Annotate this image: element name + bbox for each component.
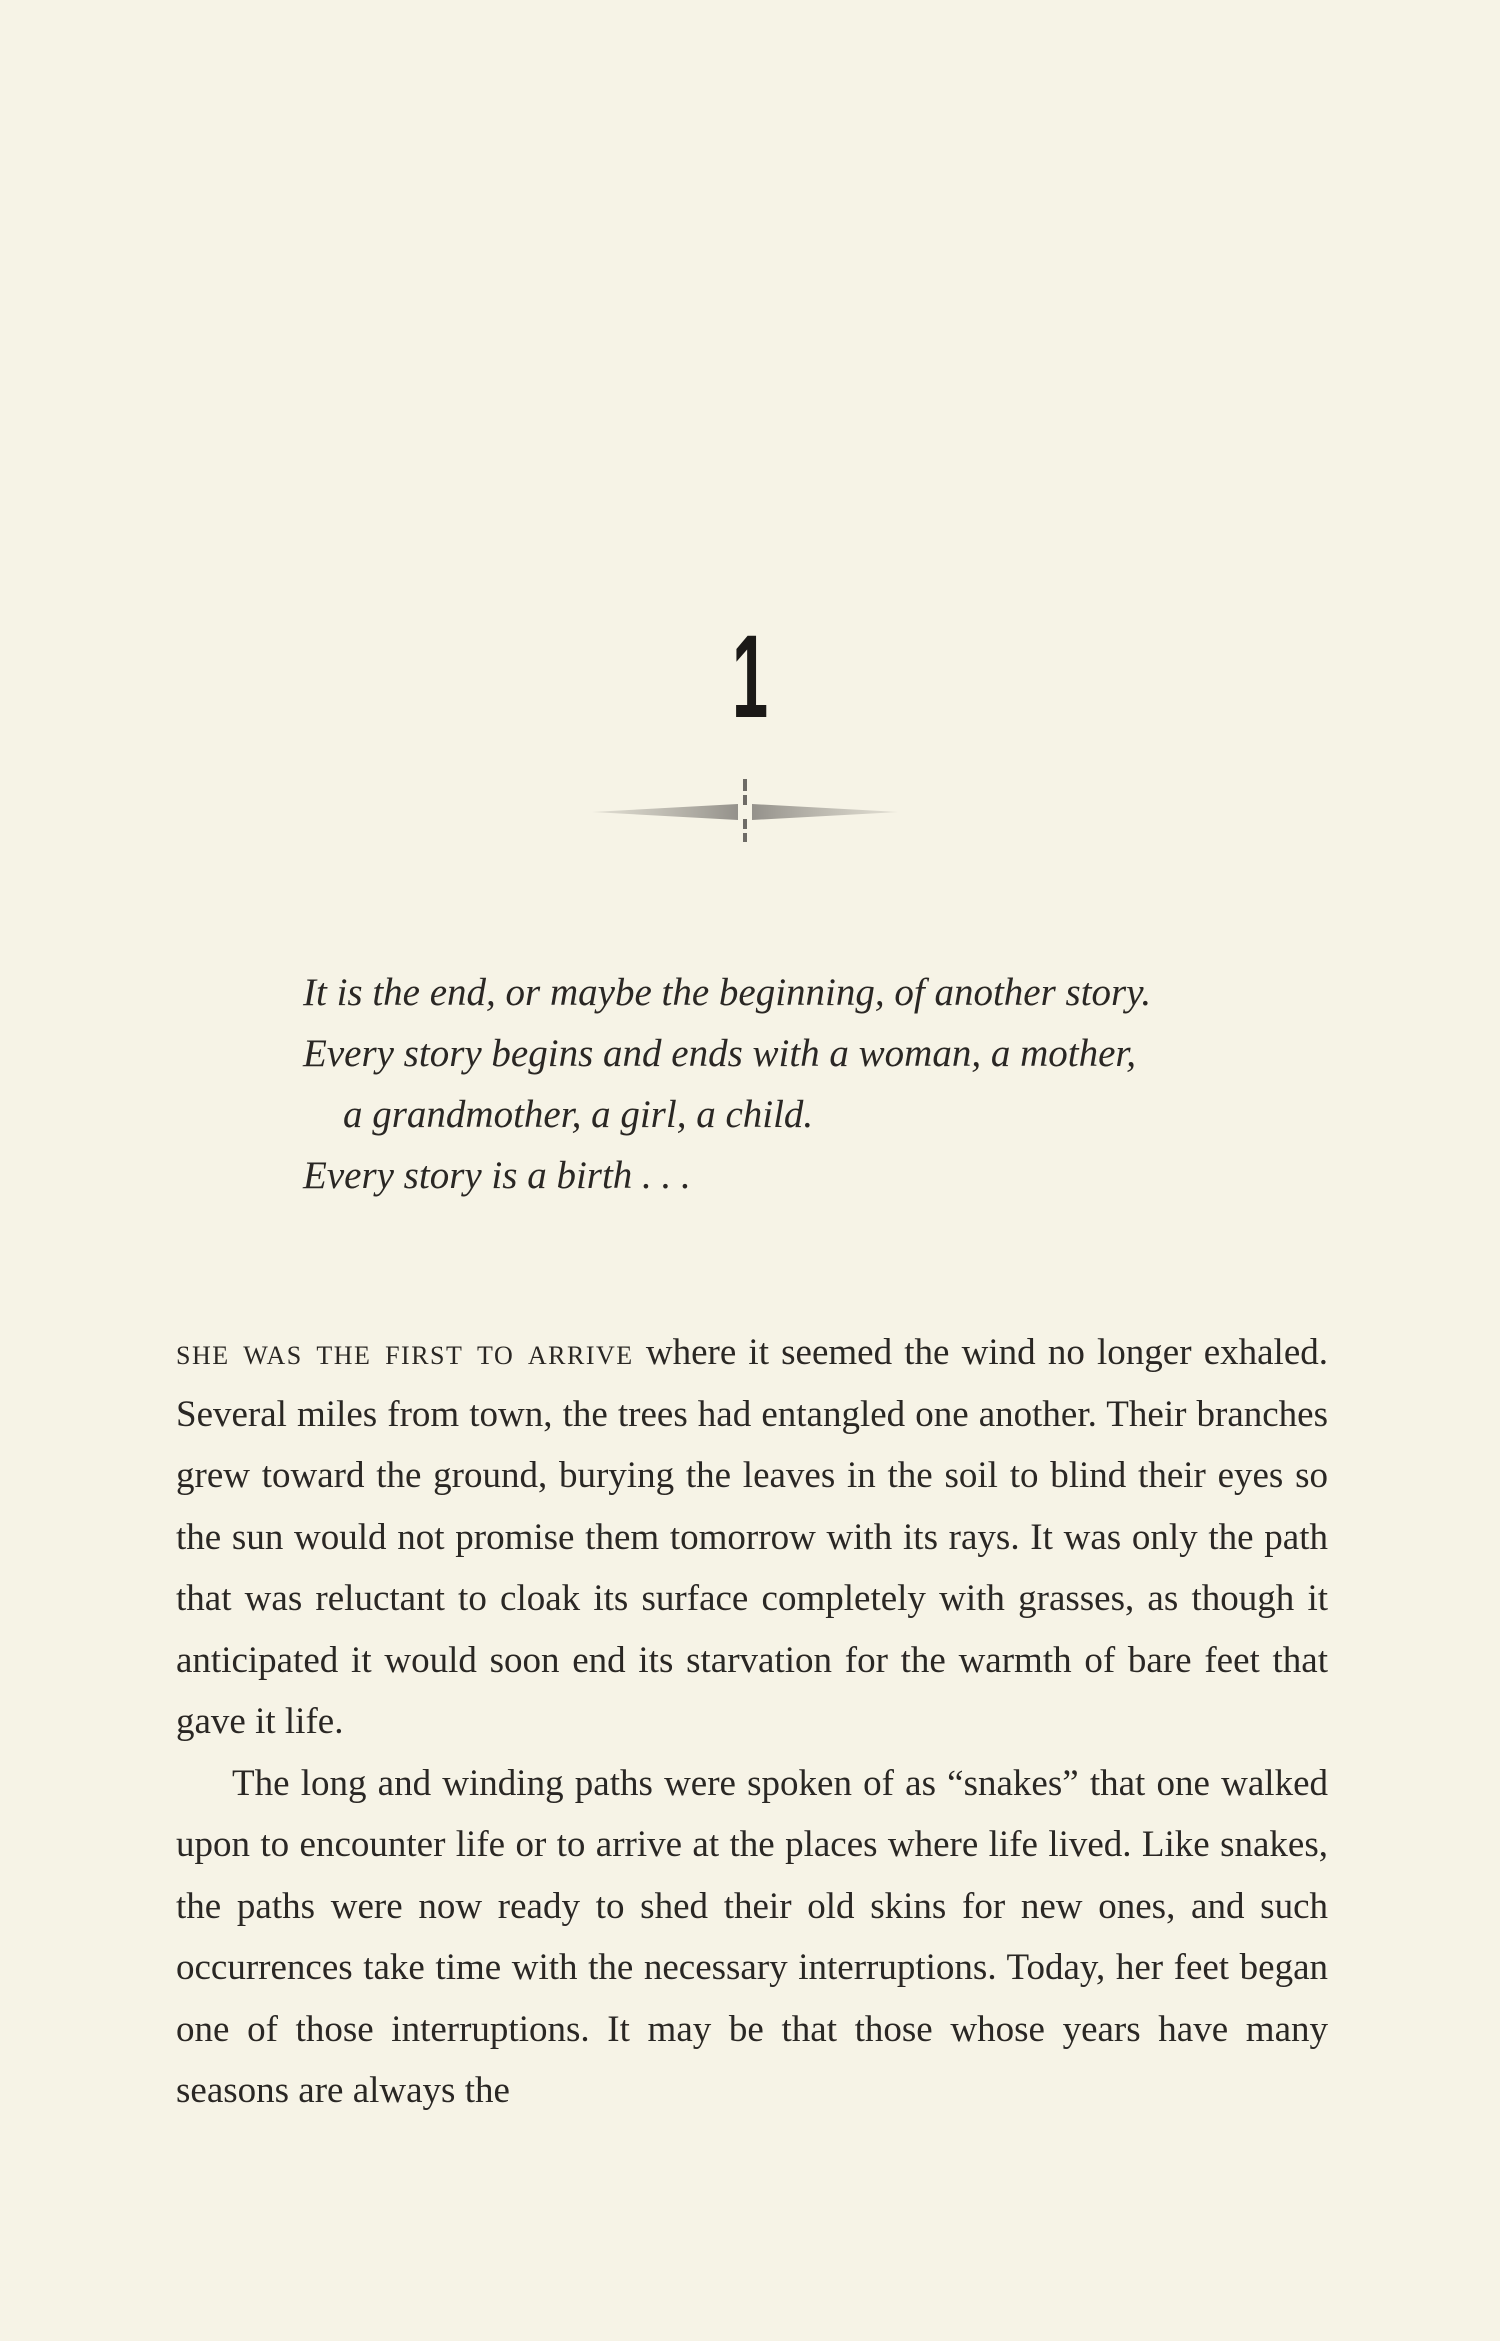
body-paragraph	[176, 1322, 1328, 1753]
paragraph-lead-in: she was the first to arrive	[176, 1332, 634, 1373]
epigraph-line: Every story is a birth . . .	[303, 1154, 691, 1197]
epigraph-line: It is the end, or maybe the beginning, of another story.	[303, 971, 1152, 1014]
chapter-number: 1	[731, 611, 769, 743]
chapter-body	[176, 1322, 1328, 2122]
epigraph-line: a grandmother, a girl, a child.	[343, 1093, 814, 1136]
body-paragraph: The long and winding paths were spoken of as “snakes” that one walked upon to encounter life or to arrive at the places where life lived. Like snakes, the paths were now ready to shed their old skins for new ones, and such occurrences take time with the necessary interruptions. Today, her feet began one of those interruptions. It may be that those whose years have many seasons are always the	[176, 1762, 1328, 2111]
epigraph-line: Every story begins and ends with a woman, a mother,	[303, 1032, 1137, 1075]
epigraph	[303, 962, 1303, 1206]
chapter-ornament	[590, 775, 900, 845]
paragraph-text: where it seemed the wind no longer exhaled. Several miles from town, the trees had entangled one another. Their branches grew toward the ground, burying the leaves in the soil to blind their eyes so the sun would not promise them tomorrow with its rays. It was only the path that was reluctant to cloak its surface completely with grasses, as though it anticipated it would soon end its starvation for the warmth of bare feet that gave it life.	[176, 1332, 1328, 1742]
